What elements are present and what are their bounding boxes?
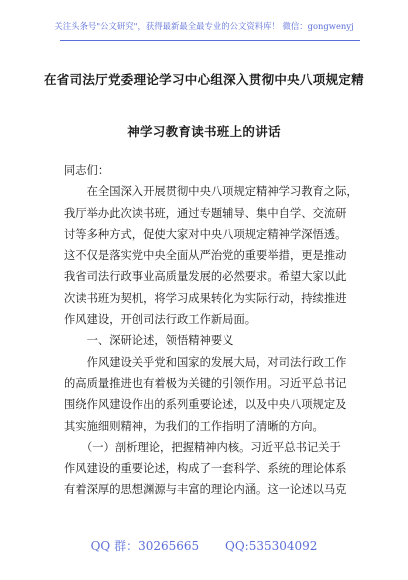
document-body: [64, 160, 364, 501]
body-line: 讨等多种方式，促使大家对中央八项规定精神学深悟透。: [64, 227, 347, 241]
salutation: 同志们：: [64, 164, 110, 177]
body-line: 有着深厚的思想渊源与丰富的理论内涵。这一论述以马克: [64, 483, 347, 497]
footer-qq-group: QQ 群：30265665: [90, 539, 200, 553]
body-line: 作风建设的重要论述，构成了一套科学、系统的理论体系: [64, 462, 347, 476]
body-line: 其实施细则精神，为我们的工作指明了清晰的方向。: [64, 419, 324, 433]
body-line: 在全国深入开展贯彻中央八项规定精神学习教育之际，: [64, 185, 358, 199]
body-line: 这不仅是落实党中央全面从严治党的重要举措，更是推动: [64, 249, 347, 263]
body-line: 作风建设，开创司法行政工作新局面。: [64, 313, 257, 327]
body-line: 的高质量推进也有着极为关键的引领作用。习近平总书记: [64, 376, 347, 390]
footer-contact: [0, 537, 408, 554]
body-line: 我省司法行政事业高质量发展的必然要求。希望大家以此: [64, 270, 347, 284]
document-title-line-1: 在省司法厅党委理论学习中心组深入贯彻中央八项规定精: [43, 72, 364, 87]
document-title-line-2: 神学习教育读书班上的讲话: [127, 124, 281, 139]
body-line: 作风建设关乎党和国家的发展大局，对司法行政工作: [64, 355, 347, 369]
footer-qq-number: QQ:535304092: [224, 539, 318, 553]
body-line: 围绕作风建设作出的系列重要论述，以及中央八项规定及: [64, 398, 347, 412]
body-line: 我厅举办此次读书班，通过专题辅导、集中自学、交流研: [64, 206, 347, 220]
section-heading: 一、深研论述，领悟精神要义: [64, 334, 234, 348]
header-banner: 关注头条号"公文研究"，获得最新最全最专业的公文资料库！ 微信：gongwenyj: [54, 21, 354, 31]
body-line: 次读书班为契机，将学习成果转化为实际行动，持续推进: [64, 291, 347, 305]
header-divider: [60, 40, 360, 41]
body-line: （一）剖析理论，把握精神内核。习近平总书记关于: [64, 440, 341, 454]
